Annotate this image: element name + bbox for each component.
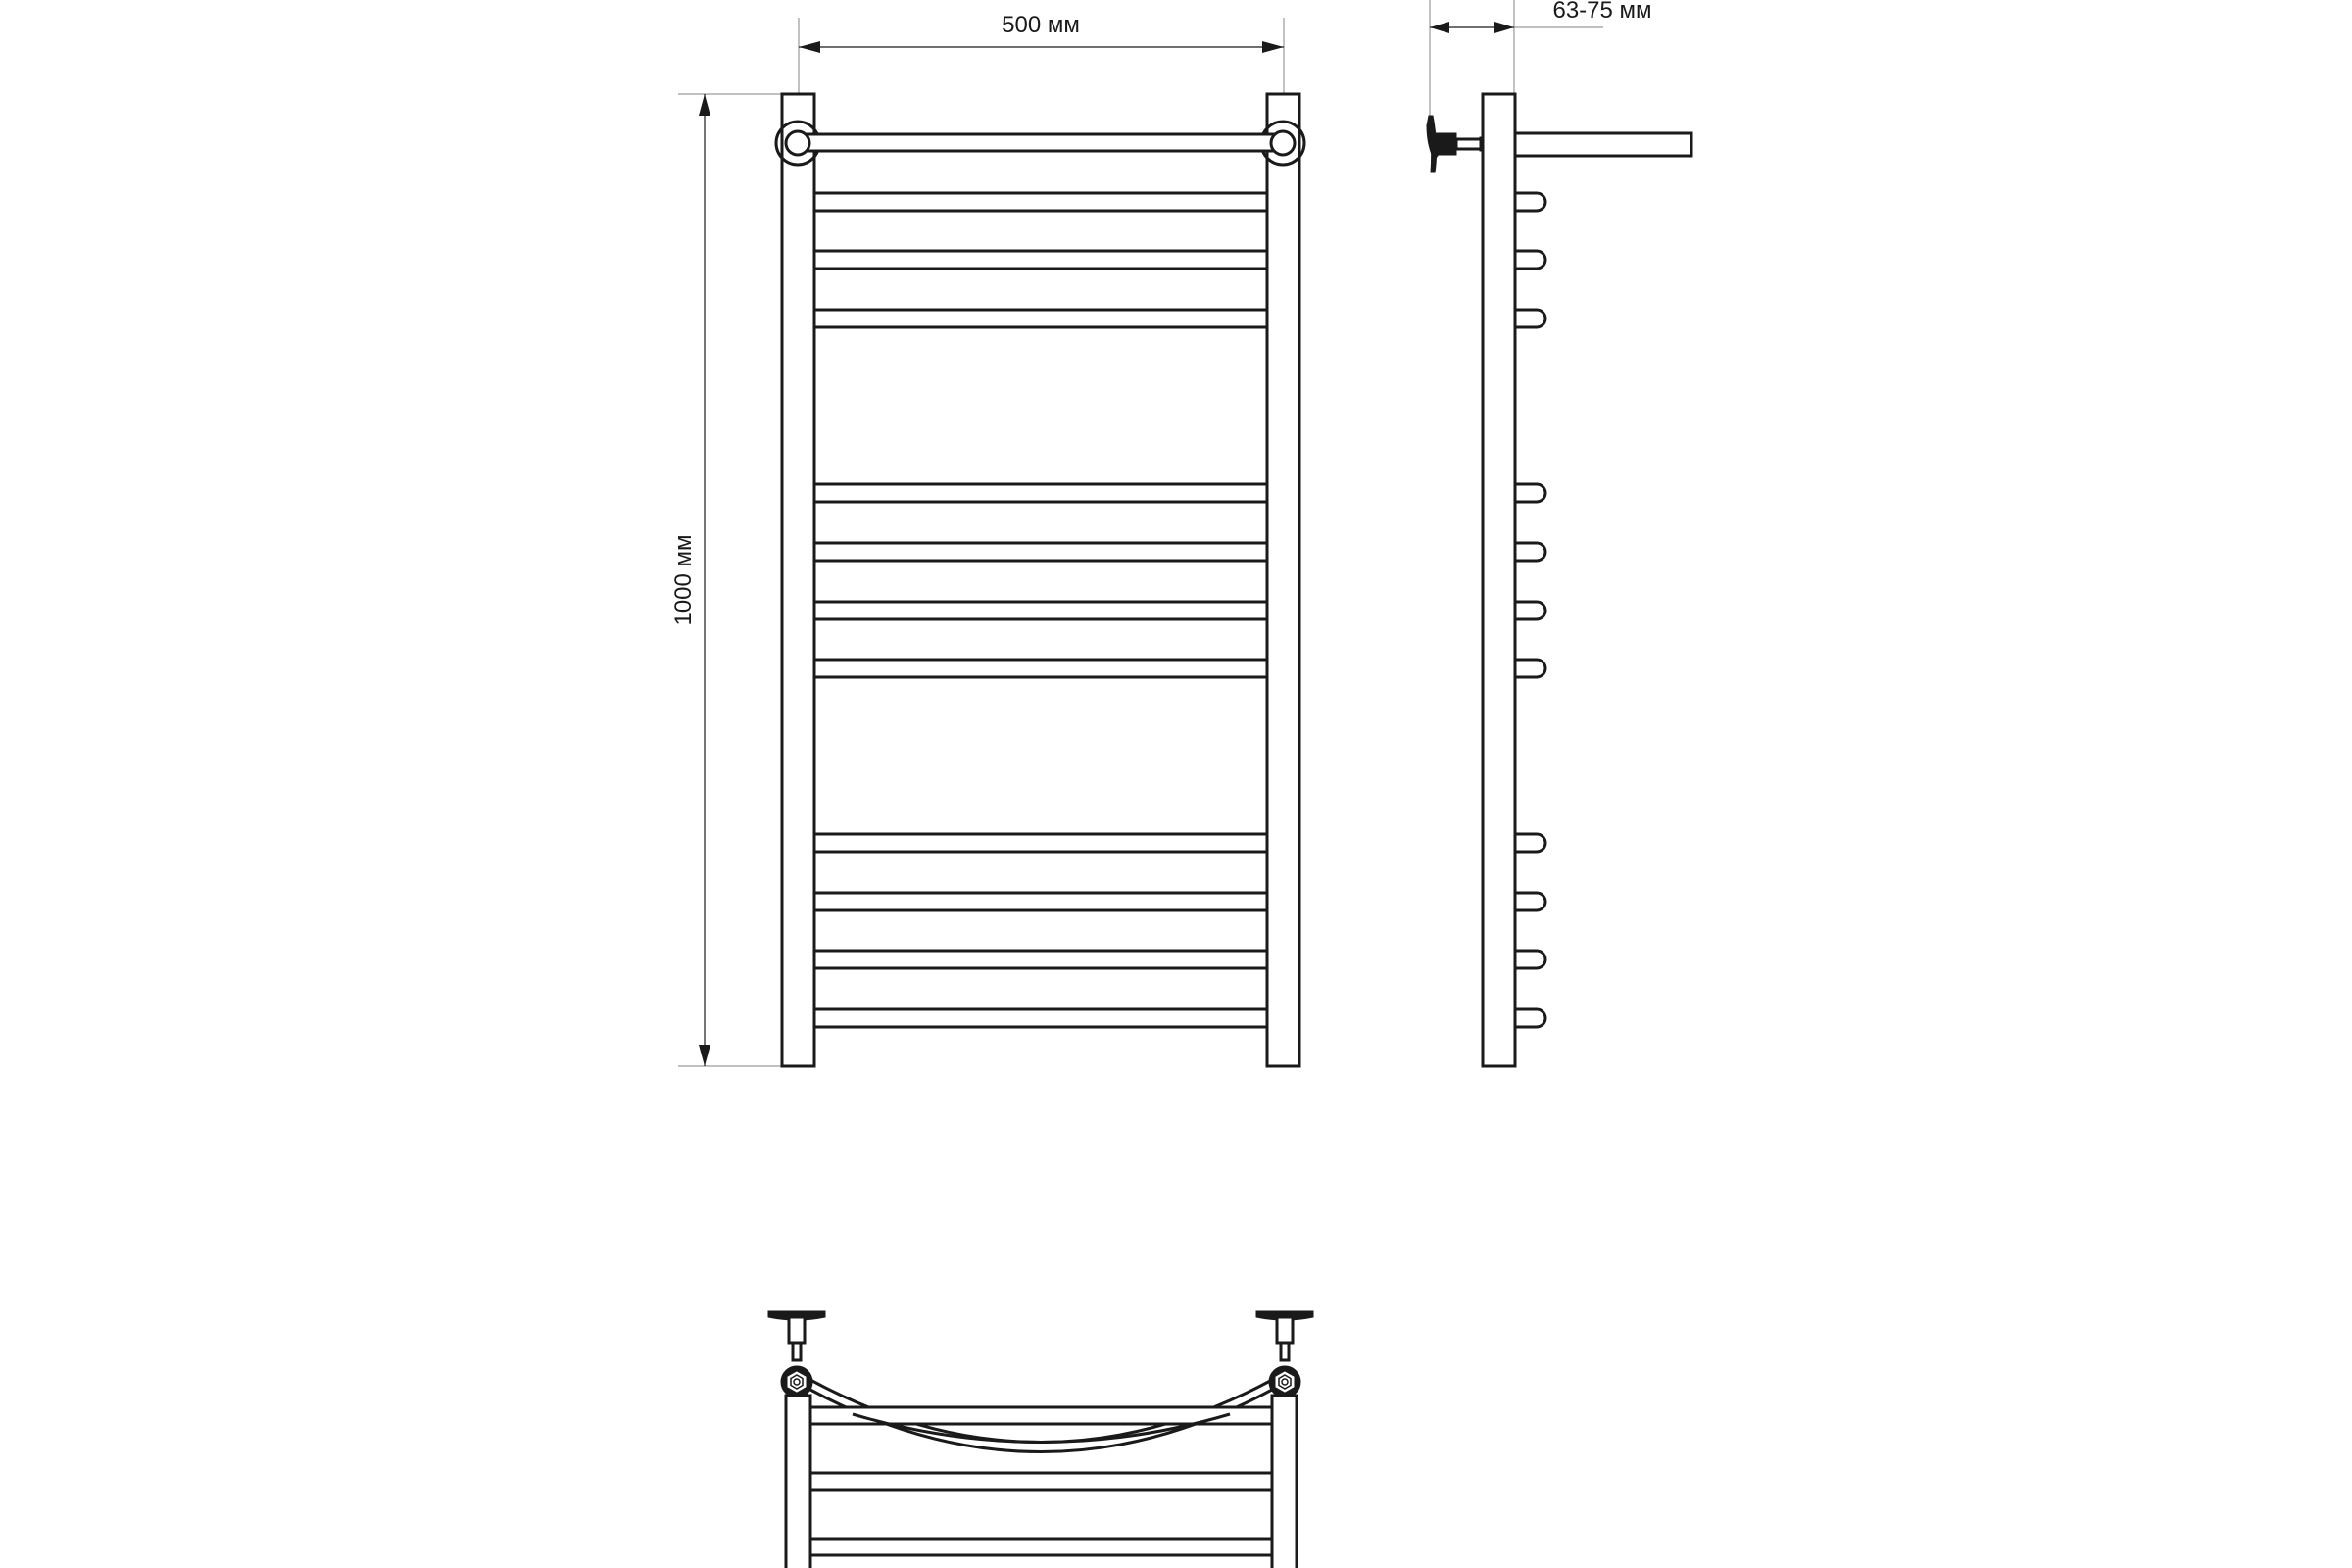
top-view-right-post <box>1272 1396 1297 1568</box>
rung-loop <box>1515 543 1545 561</box>
left-post <box>782 94 814 1066</box>
rung <box>814 1009 1267 1027</box>
side-top-bar <box>1515 133 1691 156</box>
top-bar <box>798 134 1283 151</box>
width-dimension <box>799 12 1284 98</box>
bracket-rod <box>1456 139 1482 149</box>
top-view-rung <box>810 1539 1272 1555</box>
rung <box>814 602 1267 619</box>
front-view <box>670 12 1304 1066</box>
rung-loop <box>1515 310 1545 327</box>
rung <box>814 484 1267 502</box>
depth-label: 63-75 мм <box>1552 0 1652 24</box>
rung <box>814 951 1267 968</box>
side-rung-loops <box>1515 193 1545 1027</box>
front-rungs <box>814 193 1267 1027</box>
rung <box>814 251 1267 269</box>
rung-loop <box>1515 251 1545 269</box>
rung-loop <box>1515 1009 1545 1027</box>
width-label: 500 мм <box>1002 12 1080 38</box>
rung-loop <box>1515 893 1545 910</box>
right-bar-cap <box>1271 131 1295 155</box>
rung <box>814 893 1267 910</box>
top-view-rung <box>810 1473 1272 1490</box>
depth-dimension <box>1430 0 1652 118</box>
rung <box>814 543 1267 561</box>
wall-bracket <box>1427 116 1486 172</box>
top-view-left-post <box>786 1396 810 1568</box>
rung-loop <box>1515 602 1545 619</box>
rung-loop <box>1515 834 1545 852</box>
rung <box>814 834 1267 852</box>
rung <box>814 310 1267 327</box>
rung <box>814 660 1267 677</box>
left-bar-cap <box>786 131 809 155</box>
side-post <box>1483 94 1515 1066</box>
side-view <box>1427 0 1691 1066</box>
height-dimension <box>670 94 784 1066</box>
rung-loop <box>1515 660 1545 677</box>
height-label: 1000 мм <box>670 534 697 626</box>
rung-loop <box>1515 193 1545 211</box>
rung-loop <box>1515 951 1545 968</box>
rung <box>814 193 1267 211</box>
top-view <box>768 1311 1313 1568</box>
right-post <box>1267 94 1299 1066</box>
rung-loop <box>1515 484 1545 502</box>
